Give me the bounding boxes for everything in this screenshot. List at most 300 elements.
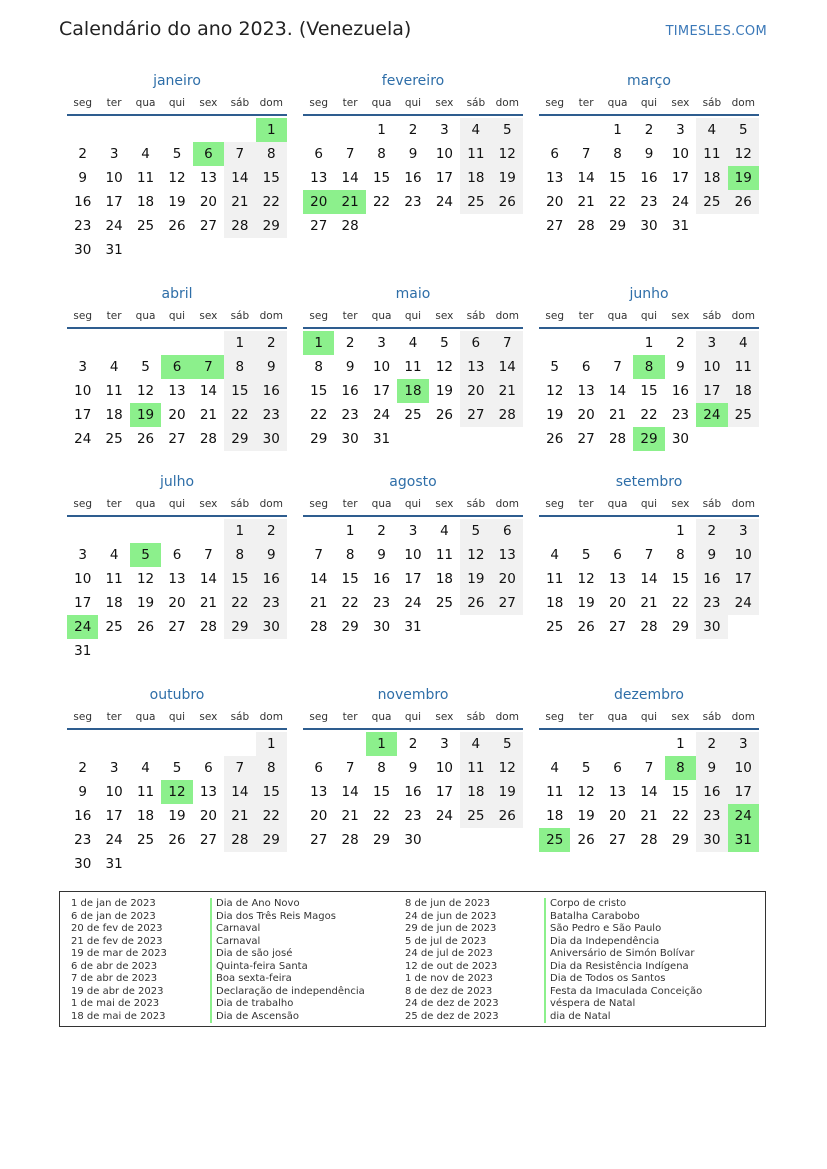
day-cell: 28 xyxy=(608,431,627,447)
day-cell: 25 xyxy=(460,804,491,828)
weekday-label: ter xyxy=(578,711,594,723)
day-cell: 22 xyxy=(224,403,255,427)
weekday-label: qui xyxy=(404,310,422,322)
day-cell: 9 xyxy=(377,547,386,563)
day-cell: 9 xyxy=(696,756,727,780)
month-name: dezembro xyxy=(614,687,684,703)
weekday-label: sex xyxy=(435,97,454,109)
day-cell: 1 xyxy=(644,335,654,351)
day-cell: 11 xyxy=(435,547,453,563)
day-cell: 9 xyxy=(78,170,87,186)
day-cell: 15 xyxy=(256,166,287,190)
day-cell: 6 xyxy=(581,359,591,375)
day-cell: 19 xyxy=(168,194,186,210)
weekday-label: seg xyxy=(545,97,565,109)
month-janeiro xyxy=(67,73,287,263)
weekday-label: qua xyxy=(371,498,392,510)
day-cell: 27 xyxy=(492,591,523,615)
day-cell: 21 xyxy=(608,407,627,423)
day-cell: 13 xyxy=(199,170,217,186)
day-cell: 24 xyxy=(728,591,759,615)
day-cell: 10 xyxy=(435,146,453,162)
day-cell: 25 xyxy=(404,407,422,423)
day-cell: 2 xyxy=(696,519,727,543)
legend-date: 1 de jan de 2023 xyxy=(71,898,156,909)
day-cell: 14 xyxy=(224,780,255,804)
day-cell: 5 xyxy=(440,335,449,351)
legend-holiday-name: Dia da Independência xyxy=(544,936,702,949)
day-cell: 13 xyxy=(546,170,564,186)
day-cell: 26 xyxy=(577,619,595,635)
day-cell: 16 xyxy=(74,808,92,824)
weekday-label: seg xyxy=(545,310,565,322)
day-cell: 23 xyxy=(372,595,391,611)
month-março xyxy=(539,73,759,263)
legend-date: 18 de mai de 2023 xyxy=(71,1010,166,1022)
holiday-legend xyxy=(59,891,766,1027)
day-cell: 4 xyxy=(440,523,449,539)
day-cell: 20 xyxy=(310,808,328,824)
weekday-label: sáb xyxy=(230,310,250,322)
day-cell: 30 xyxy=(341,431,359,447)
weekday-label: ter xyxy=(106,711,122,723)
day-cell: 20 xyxy=(199,808,217,824)
weekday-label: qua xyxy=(371,310,392,322)
weekday-label: sáb xyxy=(230,97,250,109)
day-cell: 1 xyxy=(613,122,622,138)
day-cell: 17 xyxy=(435,170,453,186)
month-julho xyxy=(67,474,287,664)
day-cell: 16 xyxy=(671,383,689,399)
day-cell: 1 xyxy=(676,736,685,752)
day-cell: 25 xyxy=(460,190,491,214)
day-cell: 19 xyxy=(577,595,595,611)
day-cell: 1 xyxy=(345,523,355,539)
day-cell: 15 xyxy=(256,780,287,804)
holiday-day: 19 xyxy=(130,403,161,427)
month-name: outubro xyxy=(149,687,205,703)
weekday-label: dom xyxy=(495,711,519,723)
day-cell: 7 xyxy=(345,760,355,776)
legend-holiday-name: Aniversário de Simón Bolívar xyxy=(544,948,702,961)
day-cell: 5 xyxy=(172,760,182,776)
day-cell: 14 xyxy=(310,571,328,587)
day-cell: 7 xyxy=(644,760,654,776)
day-cell: 10 xyxy=(728,543,759,567)
header-divider xyxy=(67,515,287,517)
day-cell: 2 xyxy=(676,335,685,351)
day-cell: 30 xyxy=(74,242,92,258)
weekday-label: sex xyxy=(671,498,690,510)
day-cell: 24 xyxy=(105,218,123,234)
holiday-day: 1 xyxy=(303,331,334,355)
weekday-label: qua xyxy=(135,498,156,510)
weekday-label: seg xyxy=(309,711,329,723)
day-cell: 7 xyxy=(644,547,654,563)
day-cell: 17 xyxy=(74,407,92,423)
day-cell: 21 xyxy=(224,190,255,214)
day-cell: 11 xyxy=(460,756,491,780)
weekday-label: qui xyxy=(168,310,186,322)
legend-date: 6 de abr de 2023 xyxy=(71,960,158,972)
legend-date: 19 de mar de 2023 xyxy=(71,948,167,959)
day-cell: 3 xyxy=(408,523,418,539)
day-cell: 31 xyxy=(105,242,123,258)
weekday-label: sáb xyxy=(466,310,486,322)
day-cell: 18 xyxy=(696,166,727,190)
day-cell: 20 xyxy=(460,379,491,403)
day-cell: 12 xyxy=(168,170,186,186)
day-cell: 14 xyxy=(199,571,217,587)
day-cell: 19 xyxy=(492,780,523,804)
day-cell: 6 xyxy=(613,547,622,563)
day-cell: 28 xyxy=(492,403,523,427)
day-cell: 30 xyxy=(74,856,92,872)
day-cell: 6 xyxy=(172,547,182,563)
day-cell: 30 xyxy=(404,832,422,848)
day-cell: 9 xyxy=(644,146,654,162)
day-cell: 22 xyxy=(256,190,287,214)
day-cell: 27 xyxy=(310,832,328,848)
day-cell: 11 xyxy=(546,784,564,800)
day-cell: 2 xyxy=(377,523,386,539)
holiday-day: 8 xyxy=(633,355,664,379)
weekday-label: seg xyxy=(309,498,329,510)
weekday-label: qui xyxy=(640,97,658,109)
holiday-day: 25 xyxy=(539,828,570,852)
legend-names-column xyxy=(210,898,365,1023)
day-cell: 7 xyxy=(314,547,323,563)
day-cell: 5 xyxy=(581,760,591,776)
day-cell: 10 xyxy=(728,756,759,780)
day-cell: 2 xyxy=(78,760,87,776)
day-cell: 24 xyxy=(105,832,123,848)
day-cell: 10 xyxy=(404,547,422,563)
weekday-label: sex xyxy=(435,711,454,723)
day-cell: 27 xyxy=(460,403,491,427)
day-cell: 8 xyxy=(314,359,323,375)
day-cell: 18 xyxy=(546,808,564,824)
day-cell: 2 xyxy=(696,732,727,756)
day-cell: 2 xyxy=(256,331,287,355)
day-cell: 4 xyxy=(460,118,491,142)
day-cell: 10 xyxy=(696,355,727,379)
day-cell: 2 xyxy=(78,146,87,162)
weekday-label: sex xyxy=(199,97,218,109)
legend-holiday-name: Dia dos Três Reis Magos xyxy=(210,911,365,924)
day-cell: 18 xyxy=(546,595,564,611)
legend-dates-column xyxy=(71,898,167,1023)
legend-holiday-name: Dia de Ano Novo xyxy=(210,898,365,911)
day-cell: 27 xyxy=(546,218,564,234)
day-cell: 16 xyxy=(256,379,287,403)
legend-date: 6 de jan de 2023 xyxy=(71,910,156,922)
day-cell: 18 xyxy=(728,379,759,403)
day-cell: 22 xyxy=(310,407,328,423)
day-cell: 28 xyxy=(640,619,658,635)
day-cell: 20 xyxy=(577,407,595,423)
legend-holiday-name: Dia de Todos os Santos xyxy=(544,973,702,986)
day-cell: 25 xyxy=(728,403,759,427)
day-cell: 22 xyxy=(671,808,689,824)
month-name: março xyxy=(627,73,671,89)
day-cell: 10 xyxy=(671,146,689,162)
day-cell: 19 xyxy=(492,166,523,190)
day-cell: 15 xyxy=(372,170,391,186)
month-name: novembro xyxy=(377,687,449,703)
weekday-label: qui xyxy=(640,498,658,510)
weekday-label: sáb xyxy=(702,310,722,322)
day-cell: 15 xyxy=(310,383,328,399)
weekday-label: sáb xyxy=(230,711,250,723)
weekday-label: qua xyxy=(371,711,392,723)
holiday-day: 8 xyxy=(665,756,696,780)
legend-date: 21 de fev de 2023 xyxy=(71,935,163,947)
holiday-day: 7 xyxy=(193,355,224,379)
day-cell: 3 xyxy=(728,519,759,543)
weekday-label: dom xyxy=(731,711,755,723)
day-cell: 27 xyxy=(608,619,627,635)
weekday-label: seg xyxy=(309,97,329,109)
day-cell: 15 xyxy=(372,784,391,800)
day-cell: 25 xyxy=(546,619,564,635)
day-cell: 7 xyxy=(345,146,355,162)
day-cell: 18 xyxy=(460,166,491,190)
day-cell: 17 xyxy=(105,194,123,210)
holiday-day: 6 xyxy=(161,355,192,379)
weekday-label: seg xyxy=(73,498,93,510)
day-cell: 11 xyxy=(136,170,155,186)
day-cell: 14 xyxy=(492,355,523,379)
day-cell: 26 xyxy=(460,591,491,615)
legend-holiday-name: dia de Natal xyxy=(544,1011,702,1024)
day-cell: 9 xyxy=(256,543,287,567)
header-divider xyxy=(539,515,759,517)
holiday-day: 12 xyxy=(161,780,192,804)
day-cell: 23 xyxy=(640,194,658,210)
day-cell: 9 xyxy=(78,784,87,800)
holiday-day: 1 xyxy=(366,732,397,756)
month-name: agosto xyxy=(389,474,437,490)
weekday-label: ter xyxy=(342,498,358,510)
day-cell: 15 xyxy=(224,379,255,403)
month-name: janeiro xyxy=(153,73,201,89)
day-cell: 30 xyxy=(696,615,727,639)
day-cell: 22 xyxy=(608,194,627,210)
day-cell: 26 xyxy=(577,832,595,848)
day-cell: 5 xyxy=(581,547,591,563)
day-cell: 19 xyxy=(168,808,186,824)
weekday-label: seg xyxy=(545,498,565,510)
day-cell: 10 xyxy=(105,784,123,800)
day-cell: 27 xyxy=(577,431,595,447)
header-divider xyxy=(539,327,759,329)
legend-holiday-name: Boa sexta-feira xyxy=(210,973,365,986)
day-cell: 17 xyxy=(105,808,123,824)
day-cell: 4 xyxy=(460,732,491,756)
day-cell: 6 xyxy=(550,146,559,162)
day-cell: 20 xyxy=(168,595,186,611)
day-cell: 14 xyxy=(199,383,217,399)
day-cell: 7 xyxy=(224,756,255,780)
legend-date: 8 de jun de 2023 xyxy=(405,898,490,909)
day-cell: 28 xyxy=(199,431,217,447)
day-cell: 20 xyxy=(492,567,523,591)
weekday-label: seg xyxy=(545,711,565,723)
day-cell: 6 xyxy=(492,519,523,543)
weekday-label: dom xyxy=(731,498,755,510)
legend-holiday-name: Carnaval xyxy=(210,936,365,949)
weekday-label: qua xyxy=(135,310,156,322)
day-cell: 10 xyxy=(105,170,123,186)
day-cell: 30 xyxy=(256,427,287,451)
day-cell: 18 xyxy=(105,407,123,423)
day-cell: 1 xyxy=(224,519,255,543)
day-cell: 14 xyxy=(640,571,658,587)
day-cell: 5 xyxy=(550,359,559,375)
legend-date: 24 de jun de 2023 xyxy=(405,910,497,922)
day-cell: 6 xyxy=(204,760,213,776)
holiday-day: 31 xyxy=(728,828,759,852)
weekday-label: dom xyxy=(259,498,283,510)
weekday-label: qua xyxy=(371,97,392,109)
day-cell: 27 xyxy=(199,218,217,234)
day-cell: 10 xyxy=(74,383,92,399)
day-cell: 12 xyxy=(577,784,595,800)
holiday-day: 6 xyxy=(193,142,224,166)
month-fevereiro xyxy=(303,73,523,263)
day-cell: 14 xyxy=(608,383,627,399)
weekday-label: sex xyxy=(199,498,218,510)
weekday-label: ter xyxy=(578,498,594,510)
month-name: julho xyxy=(159,474,195,490)
day-cell: 21 xyxy=(199,595,217,611)
weekday-label: qua xyxy=(607,711,628,723)
day-cell: 28 xyxy=(199,619,217,635)
day-cell: 27 xyxy=(168,431,186,447)
day-cell: 11 xyxy=(728,355,759,379)
day-cell: 17 xyxy=(728,780,759,804)
day-cell: 8 xyxy=(613,146,622,162)
day-cell: 31 xyxy=(372,431,391,447)
day-cell: 18 xyxy=(435,571,453,587)
day-cell: 3 xyxy=(676,122,685,138)
day-cell: 15 xyxy=(341,571,359,587)
day-cell: 16 xyxy=(341,383,359,399)
weekday-label: sex xyxy=(199,711,218,723)
day-cell: 28 xyxy=(341,832,359,848)
day-cell: 3 xyxy=(78,359,87,375)
weekday-label: seg xyxy=(309,310,329,322)
day-cell: 28 xyxy=(341,218,359,234)
day-cell: 19 xyxy=(460,567,491,591)
day-cell: 16 xyxy=(640,170,658,186)
weekday-label: ter xyxy=(578,97,594,109)
day-cell: 6 xyxy=(314,146,323,162)
day-cell: 4 xyxy=(109,359,119,375)
day-cell: 5 xyxy=(460,519,491,543)
day-cell: 3 xyxy=(440,736,449,752)
day-cell: 20 xyxy=(608,808,627,824)
day-cell: 26 xyxy=(492,190,523,214)
day-cell: 21 xyxy=(310,595,328,611)
day-cell: 18 xyxy=(460,780,491,804)
weekday-label: qua xyxy=(607,310,628,322)
day-cell: 21 xyxy=(577,194,595,210)
legend-holiday-name: Corpo de cristo xyxy=(544,898,702,911)
day-cell: 16 xyxy=(74,194,92,210)
page-title: Calendário do ano 2023. (Venezuela) xyxy=(59,18,412,40)
day-cell: 8 xyxy=(224,543,255,567)
weekday-label: ter xyxy=(106,310,122,322)
day-cell: 25 xyxy=(105,619,123,635)
day-cell: 18 xyxy=(136,194,155,210)
day-cell: 17 xyxy=(435,784,453,800)
holiday-day: 21 xyxy=(334,190,365,214)
day-cell: 3 xyxy=(728,732,759,756)
day-cell: 29 xyxy=(224,427,255,451)
holiday-day: 20 xyxy=(303,190,334,214)
day-cell: 30 xyxy=(671,431,689,447)
month-name: setembro xyxy=(615,474,683,490)
day-cell: 31 xyxy=(105,856,123,872)
day-cell: 5 xyxy=(141,359,150,375)
weekday-label: dom xyxy=(495,498,519,510)
month-name: maio xyxy=(395,286,431,302)
day-cell: 25 xyxy=(136,218,155,234)
brand-link[interactable]: TIMESLES.COM xyxy=(665,24,767,39)
day-cell: 9 xyxy=(408,760,418,776)
day-cell: 22 xyxy=(640,407,658,423)
day-cell: 24 xyxy=(404,595,422,611)
day-cell: 23 xyxy=(404,808,422,824)
legend-holiday-name: Quinta-feira Santa xyxy=(210,961,365,974)
day-cell: 7 xyxy=(613,359,622,375)
day-cell: 29 xyxy=(372,832,391,848)
day-cell: 2 xyxy=(644,122,654,138)
day-cell: 22 xyxy=(671,595,689,611)
day-cell: 17 xyxy=(372,383,391,399)
day-cell: 4 xyxy=(696,118,727,142)
weekday-label: dom xyxy=(731,310,755,322)
weekday-label: qui xyxy=(640,711,658,723)
day-cell: 12 xyxy=(546,383,564,399)
holiday-day: 24 xyxy=(67,615,98,639)
day-cell: 29 xyxy=(224,615,255,639)
day-cell: 26 xyxy=(136,619,155,635)
day-cell: 8 xyxy=(377,760,386,776)
legend-date: 1 de nov de 2023 xyxy=(405,973,493,984)
weekday-label: ter xyxy=(342,310,358,322)
day-cell: 14 xyxy=(341,170,359,186)
day-cell: 2 xyxy=(408,122,418,138)
day-cell: 13 xyxy=(608,571,627,587)
month-junho xyxy=(539,286,759,476)
day-cell: 4 xyxy=(141,146,150,162)
day-cell: 26 xyxy=(168,218,186,234)
day-cell: 23 xyxy=(696,591,727,615)
day-cell: 17 xyxy=(671,170,689,186)
weekday-label: sex xyxy=(199,310,218,322)
day-cell: 13 xyxy=(310,784,328,800)
holiday-day: 1 xyxy=(256,118,287,142)
holiday-day: 24 xyxy=(696,403,727,427)
day-cell: 9 xyxy=(696,543,727,567)
weekday-label: sáb xyxy=(230,498,250,510)
weekday-label: sex xyxy=(671,711,690,723)
day-cell: 18 xyxy=(136,808,155,824)
day-cell: 28 xyxy=(224,828,255,852)
